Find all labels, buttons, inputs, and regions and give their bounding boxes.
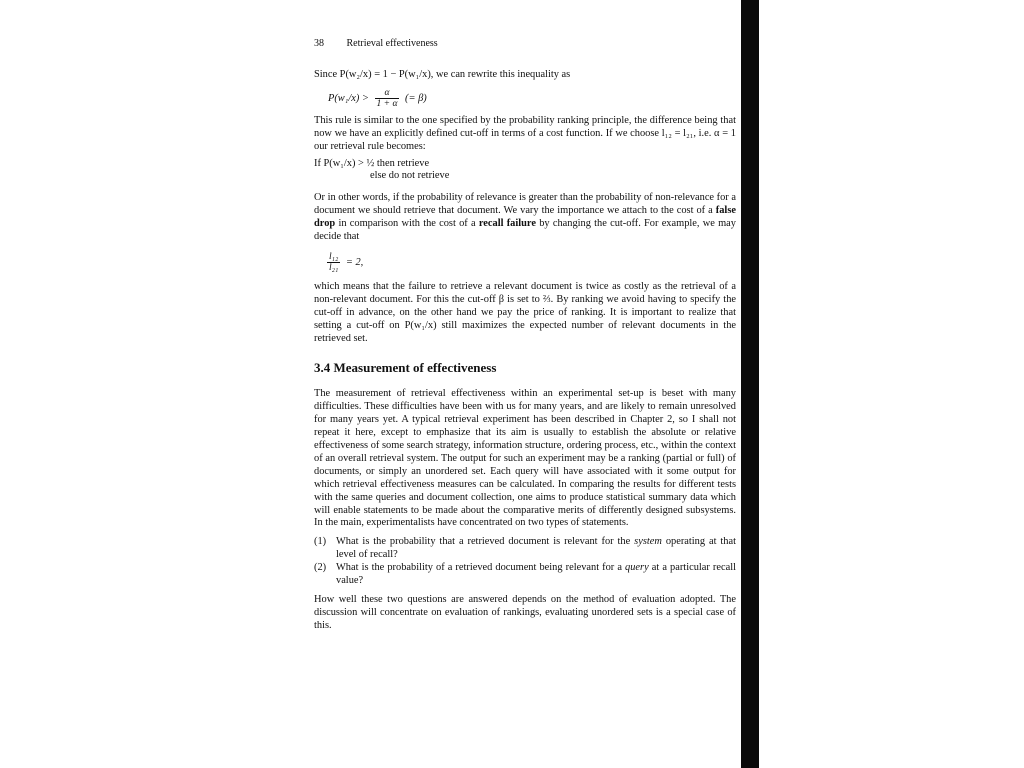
scan-edge-bar xyxy=(741,0,759,768)
list-label: (2) xyxy=(314,562,327,574)
alpha-fraction xyxy=(375,88,400,109)
text-run: Or in other words, if the probability of relevance is greater than the probability of non-relevance for a document we should retrieve that document. We vary the importance we attach to the cost of a xyxy=(314,192,736,217)
formula-rhs: (= β) xyxy=(405,92,427,104)
question-list xyxy=(314,536,736,588)
book-page xyxy=(314,38,736,633)
paragraph-cost-tradeoff xyxy=(314,192,736,244)
inequality-formula xyxy=(328,88,736,109)
list-item xyxy=(314,536,736,562)
paragraph-measurement: The measurement of retrieval effectiveness within an experimental set-up is beset with many difficulties. These difficulties have been with us for many years, and are likely to remain unresolved for many years yet. A typical retrieval experiment has been described in Chapter 2, so I shall not repeat it here, except to emphasize that its aim is usually to establish the absolute or relative effectiveness of some search strategy, information structure, ordering process, etc., within the context of an overall retrieval system. The output for such an experiment may be a ranking (partial or full) of documents, or simply an unordered set. Each query will have associated with it some output for which retrieval effectiveness measures can be calculated. In comparing the results for different tests with the same queries and document collection, one aims to produce statistical summary data which will enable statements to be made about the comparative merits of differently designed subsystems. In the main, experimentalists have concentrated on two types of statements. xyxy=(314,388,736,529)
emphasis-system: system xyxy=(634,536,662,548)
text-run: What is the probability that a retrieved document is relevant for the xyxy=(336,536,631,548)
fraction-denominator: 1 + α xyxy=(376,98,398,109)
term-false-drop: false drop xyxy=(314,205,736,230)
list-text xyxy=(336,562,736,588)
list-label: (1) xyxy=(314,536,327,548)
paragraph-cutoff: which means that the failure to retrieve a relevant document is twice as costly as the retrieval of a non-relevant document. For this the cut-off β is set to ⅔. By ranking we avoid having to specify the cut-off in advance, on the other hand we pay the price of ranking. It is important to realize that setting a cut-off on P(w₁/x) still maximizes the expected number of relevant documents in the retrieved set. xyxy=(314,280,736,344)
text-run: in comparison with the cost of a xyxy=(338,218,476,230)
running-header xyxy=(314,38,736,51)
cost-fraction xyxy=(327,252,340,273)
list-text xyxy=(336,536,736,562)
formula-rhs: = 2, xyxy=(345,256,364,268)
cost-ratio-formula xyxy=(324,252,736,273)
retrieval-rule xyxy=(314,158,736,184)
paragraph-evaluation: How well these two questions are answered depends on the method of evaluation adopted. The discussion will concentrate on evaluation of rankings, evaluating unordered sets is a special case of this. xyxy=(314,594,736,631)
rule-line-else: else do not retrieve xyxy=(370,170,450,182)
emphasis-query: query xyxy=(625,562,649,574)
paragraph-ranking-principle: This rule is similar to the one specified by the probability ranking principle, the difference being that now we have an explicitly defined cut-off in terms of a cost function. If we choose l₁₂ = l₂₁, i.e. α = 1 our retrieval rule becomes: xyxy=(314,114,736,152)
rule-line-if: If P(w₁/x) > ½ then retrieve xyxy=(314,157,430,169)
intro-sentence: Since P(w₂/x) = 1 − P(w₁/x), we can rewrite this inequality as xyxy=(314,68,571,80)
fraction-numerator: α xyxy=(375,88,400,99)
formula-lhs: P(w₁/x) > xyxy=(328,92,369,104)
page-number: 38 xyxy=(314,38,324,49)
term-recall-failure: recall failure xyxy=(478,218,536,230)
text-run: by changing the cut-off. For example, we may decide that xyxy=(314,218,736,243)
fraction-denominator: l₂₁ xyxy=(329,262,339,273)
running-title: Retrieval effectiveness xyxy=(346,38,438,49)
section-heading: 3.4 Measurement of effectiveness xyxy=(314,359,497,375)
text-run: operating at that level of recall? xyxy=(336,536,736,561)
fraction-numerator: l₁₂ xyxy=(329,251,339,262)
text-run: What is the probability of a retrieved document being relevant for a xyxy=(336,562,622,574)
text-run: at a particular recall value? xyxy=(336,562,736,587)
list-item xyxy=(314,562,736,588)
